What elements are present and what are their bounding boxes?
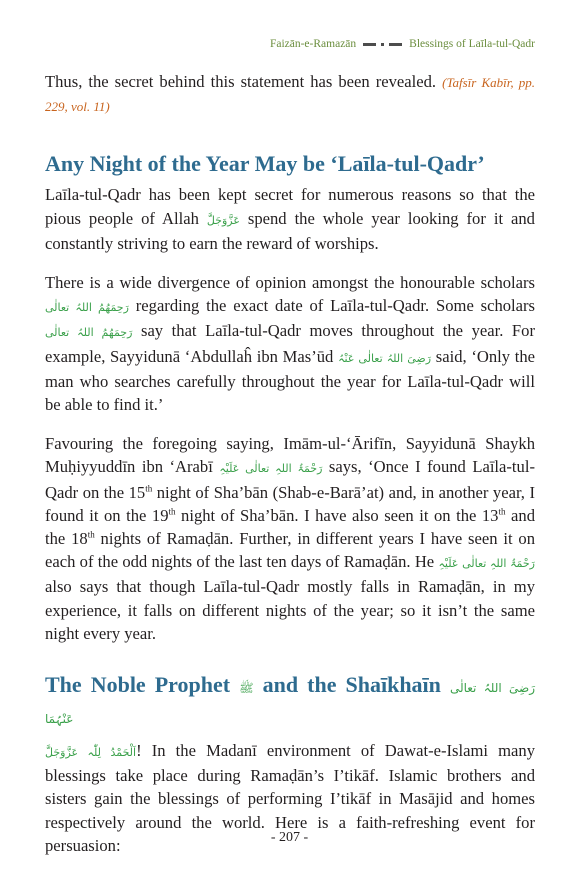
arabic-honorific: عَزَّوَجَلَّ [206, 213, 240, 227]
section-heading-noble-prophet: The Noble Prophet ﷺ and the Shaīkhaīn رَضِیَ اللہُ تعالٰی عَنْہُمَا [45, 672, 536, 727]
chapter-title: Blessings of Laīla-tul-Qadr [409, 38, 535, 50]
paragraph-ibn-arabi: Favouring the foregoing saying, Imām-ul-‘Ārifīn, Sayyidunā Shaykh Muḥiyyuddīn ibn ‘Arabī رَحْمَۃُ اللہِ تعالٰی عَلَیْہِ says, ‘Once I found Laīla-tul-Qadr on the 15th night of Sha’bān (Shab-e-Barā’at) and, in another year, I found it on the 19th night of Sha’bān. I have also seen it on the 13th and the 18th nights of Ramaḍān. Further, in different years I have seen it on each of the odd nights of the last ten days of Ramaḍān. He رَحْمَۃُ اللہِ تعالٰی عَلَیْہِ also says that though Laīla-tul-Qadr mostly falls in Ramaḍān, in my experience, it falls on different nights of the year; so it isn’t the same night every year. [45, 434, 536, 643]
salawat-icon: ﷺ [239, 681, 254, 696]
book-title: Faizān-e-Ramazān [269, 38, 357, 50]
arabic-honorific: رَضِیَ اللہُ تعالٰی عَنْہُ [338, 351, 432, 365]
arabic-honorific: رَحْمَۃُ اللہِ تعالٰی عَلَیْہِ [219, 462, 323, 476]
running-header [270, 38, 535, 50]
paragraph-secret: Laīla-tul-Qadr has been kept secret for numerous reasons so that the pious people of Allah عَزَّوَجَلَّ spend the whole year looking for it and constantly striving to earn the reward of worships. [45, 185, 535, 253]
page-body [45, 70, 535, 857]
arabic-honorific: رَحْمَۃُ اللہِ تعالٰی عَلَیْہِ [438, 557, 535, 571]
section-heading-any-night: Any Night of the Year May be ‘Laīla-tul-Qadr’ [45, 151, 485, 177]
arabic-alhamdulillah: اَلْحَمْدُ لِلّٰہ عَزَّوَجَلَّ [45, 746, 137, 760]
arabic-honorific: رَحِمَهُمُ اللہُ تعالٰی [45, 326, 133, 340]
page-number: - 207 - [270, 830, 309, 845]
paragraph-madani: اَلْحَمْدُ لِلّٰہ عَزَّوَجَلَّ! In the Madanī environment of Dawat-e-Islami many blessings take place during Ramaḍān’s I’tikāf. Islamic brothers and sisters gain the blessings of performing I’tikāf in Masājid and homes respectively around the world. Here is a faith-refreshing event for persuasion: [45, 741, 535, 855]
arabic-honorific: رَضِیَ اللہُ تعالٰی عَنْہُمَا [45, 681, 536, 727]
arabic-honorific: رَحِمَهُمُ اللہُ تعالٰی [45, 301, 129, 315]
intro-paragraph: Thus, the secret behind this statement has been revealed. (Tafsīr Kabīr, pp. 229, vol. 11) [45, 72, 536, 115]
header-separator [363, 43, 402, 46]
paragraph-divergence: There is a wide divergence of opinion amongst the honourable scholars رَحِمَهُمُ اللہُ تعالٰی regarding the exact date of Laīla-tul-Qadr. Some scholars رَحِمَهُمُ اللہُ تعالٰی say that Laīla-tul-Qadr moves throughout the year. For example, Sayyidunā ‘Abdullaĥ ibn Mas’ūd رَضِیَ اللہُ تعالٰی عَنْہُ said, ‘Only the man who searches carefully throughout the year for Laīla-tul-Qadr will be able to find it.’ [45, 273, 536, 415]
citation: (Tafsīr Kabīr, pp. 229, vol. 11) [45, 75, 536, 115]
